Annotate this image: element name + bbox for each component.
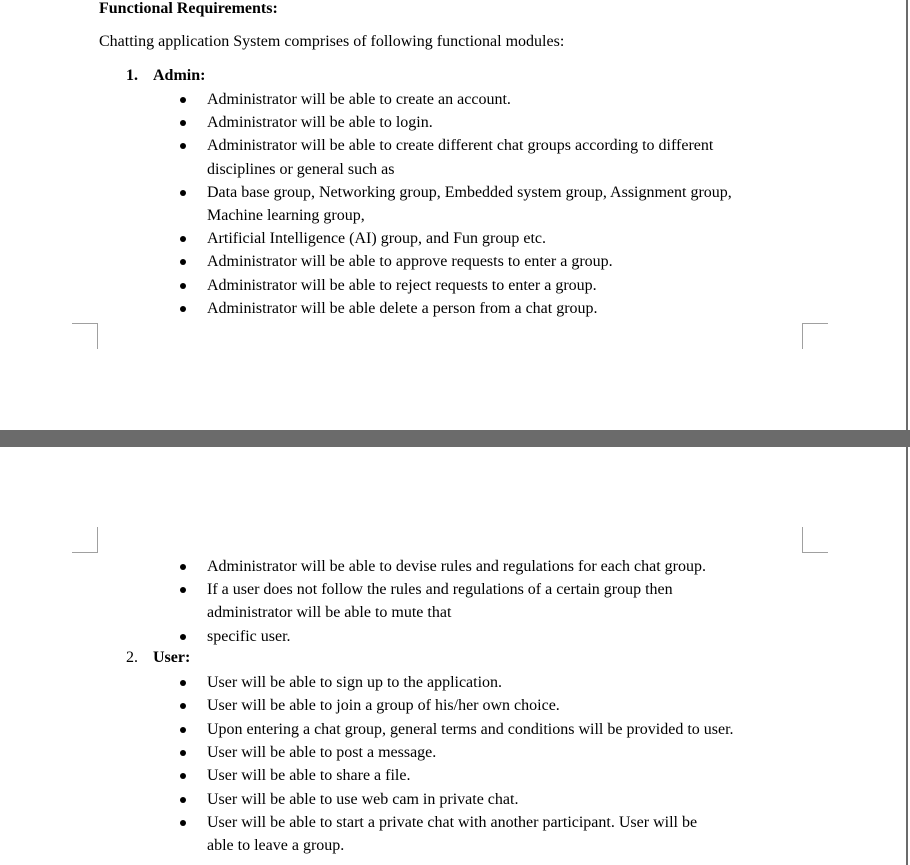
section-heading: Functional Requirements: bbox=[99, 0, 278, 17]
list-item-text: Machine learning group, bbox=[207, 207, 365, 224]
bullet-icon bbox=[180, 727, 186, 733]
list-item-text: able to leave a group. bbox=[207, 837, 345, 855]
list-item-text: User will be able to start a private chat with another participant. User will be bbox=[207, 813, 698, 831]
list-item-text: Artificial Intelligence (AI) group, and Fun group etc. bbox=[207, 230, 546, 248]
user-list-number: 2. bbox=[126, 649, 138, 666]
bullet-icon bbox=[180, 283, 186, 289]
list-item-text: User will be able to post a message. bbox=[207, 743, 437, 761]
list-item-text: Administrator will be able delete a person from a chat group. bbox=[207, 299, 598, 317]
document-page-2 bbox=[0, 447, 908, 865]
list-item-text: User will be able to share a file. bbox=[207, 767, 411, 785]
list-item-text: Upon entering a chat group, general terms and conditions will be provided to user. bbox=[207, 720, 734, 738]
list-item-text: Data base group, Networking group, Embedded system group, Assignment group, bbox=[207, 183, 732, 201]
list-item-text: Administrator will be able to create different chat groups according to different bbox=[207, 137, 714, 155]
bullet-icon bbox=[180, 680, 186, 686]
admin-heading: Admin: bbox=[153, 67, 206, 84]
bullet-icon bbox=[180, 120, 186, 126]
document-page-1 bbox=[0, 0, 908, 430]
list-item-text: disciplines or general such as bbox=[207, 160, 395, 178]
bullet-icon bbox=[180, 564, 186, 570]
bullet-icon bbox=[180, 703, 186, 709]
crop-mark bbox=[802, 527, 828, 553]
intro-paragraph: Chatting application System comprises of following functional modules: bbox=[99, 33, 565, 50]
crop-mark bbox=[72, 527, 98, 553]
bullet-icon bbox=[180, 190, 186, 196]
admin-list-number: 1. bbox=[126, 67, 138, 84]
bullet-icon bbox=[180, 634, 186, 640]
crop-mark bbox=[72, 323, 98, 349]
bullet-icon bbox=[180, 587, 186, 593]
list-item-text: User will be able to sign up to the application. bbox=[207, 674, 503, 691]
list-item-text: User will be able to use web cam in private chat. bbox=[207, 790, 519, 808]
page-break bbox=[0, 430, 910, 447]
list-item-text: Administrator will be able to devise rules and regulations for each chat group. bbox=[207, 558, 706, 575]
bullet-icon bbox=[180, 306, 186, 312]
list-item-text: specific user. bbox=[207, 627, 291, 645]
crop-mark bbox=[802, 323, 828, 349]
list-item-text: Administrator will be able to approve requests to enter a group. bbox=[207, 253, 613, 271]
bullet-icon bbox=[180, 750, 186, 756]
list-item-text: User will be able to join a group of his/her own choice. bbox=[207, 697, 560, 715]
bullet-icon bbox=[180, 797, 186, 803]
bullet-icon bbox=[180, 259, 186, 265]
list-item-text: If a user does not follow the rules and regulations of a certain group then bbox=[207, 581, 673, 599]
bullet-icon bbox=[180, 773, 186, 779]
list-item-text: Administrator will be able to reject requests to enter a group. bbox=[207, 276, 597, 294]
user-heading: User: bbox=[153, 649, 191, 666]
list-item-text: administrator will be able to mute that bbox=[207, 604, 452, 622]
bullet-icon bbox=[180, 143, 186, 149]
list-item-text: Administrator will be able to create an account. bbox=[207, 91, 511, 108]
bullet-icon bbox=[180, 236, 186, 242]
list-item-text: Administrator will be able to login. bbox=[207, 114, 433, 132]
bullet-icon bbox=[180, 97, 186, 103]
bullet-icon bbox=[180, 820, 186, 826]
